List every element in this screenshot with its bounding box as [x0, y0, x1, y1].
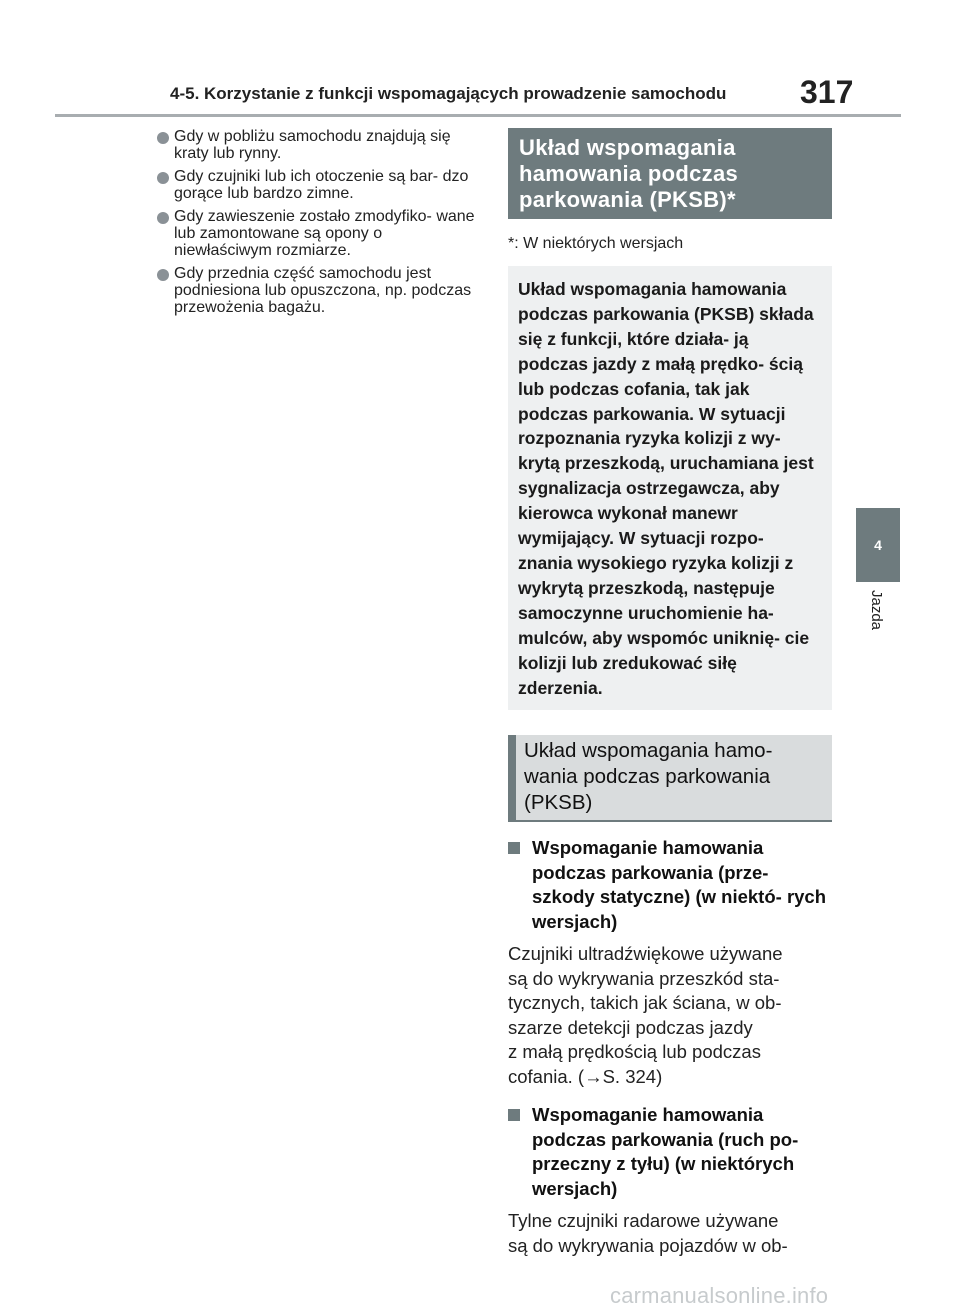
item-heading: Wspomaganie hamowania podczas parkowania (ruch po- przeczny z tyłu) (w niektórych wersjach)	[508, 1103, 832, 1201]
bullet-item: Gdy w pobliżu samochodu znajdują się kraty lub rynny.	[157, 128, 482, 162]
section-heading: Układ wspomagania hamowania podczas parkowania (PKSB)*	[508, 128, 832, 219]
bullet-dot-icon	[157, 212, 169, 224]
page-number: 317	[800, 74, 854, 110]
bullet-dot-icon	[157, 269, 169, 281]
watermark: carmanualsonline.info	[610, 1283, 829, 1308]
bullet-item: Gdy zawieszenie zostało zmodyfiko- wane lub zamontowane są opony o niewłaściwym rozmiarze.	[157, 208, 482, 259]
item-heading: Wspomaganie hamowania podczas parkowania (prze- szkody statyczne) (w niektó- rych wersjach)	[508, 836, 832, 934]
summary-box: Układ wspomagania hamowania podczas parkowania (PKSB) składa się z funkcji, które działa- ją podczas jazdy z małą prędko- ścią lub podczas cofania, tak jak podczas parkowania. W sytuacji rozpoznania ryzyka kolizji z wy- krytą przeszkodą, uruchamiana jest sygnalizacja ostrzegawcza, aby kierowca wykonał manewr wymijający. W sytuacji rozpo- znania wysokiego ryzyka kolizji z wykrytą przeszkodą, następuje samoczynne uruchomienie ha- mulców, aby wspomóc uniknię- cie kolizji lub zredukować siłę zderzenia.	[508, 266, 832, 710]
bullet-dot-icon	[157, 172, 169, 184]
footnote: *: W niektórych wersjach	[508, 235, 684, 252]
bullet-dot-icon	[157, 132, 169, 144]
right-column	[508, 128, 832, 1258]
header-rule	[55, 114, 901, 117]
item-text: Tylne czujniki radarowe używane są do wykrywania pojazdów w ob-	[508, 1210, 788, 1256]
chapter-tab: 4	[856, 508, 900, 582]
item-text: Czujniki ultradźwiękowe używane są do wykrywania przeszkód sta- tycznych, takich jak ściana, w ob- szarze detekcji podczas jazdy z małą prędkością lub podczas cofania. (→S. 324)	[508, 943, 783, 1087]
section-title: 4-5. Korzystanie z funkcji wspomagających prowadzenie samochodu	[170, 84, 727, 103]
bullet-item: Gdy przednia część samochodu jest podniesiona lub opuszczona, np. podczas przewożenia bagażu.	[157, 265, 482, 316]
subsection-heading: Układ wspomagania hamo- wania podczas parkowania (PKSB)	[508, 735, 832, 822]
square-bullet-icon	[508, 842, 520, 854]
square-bullet-icon	[508, 1109, 520, 1121]
chapter-label: Jazda	[868, 590, 885, 631]
bullet-item: Gdy czujniki lub ich otoczenie są bar- dzo gorące lub bardzo zimne.	[157, 168, 482, 202]
left-column	[157, 128, 482, 322]
